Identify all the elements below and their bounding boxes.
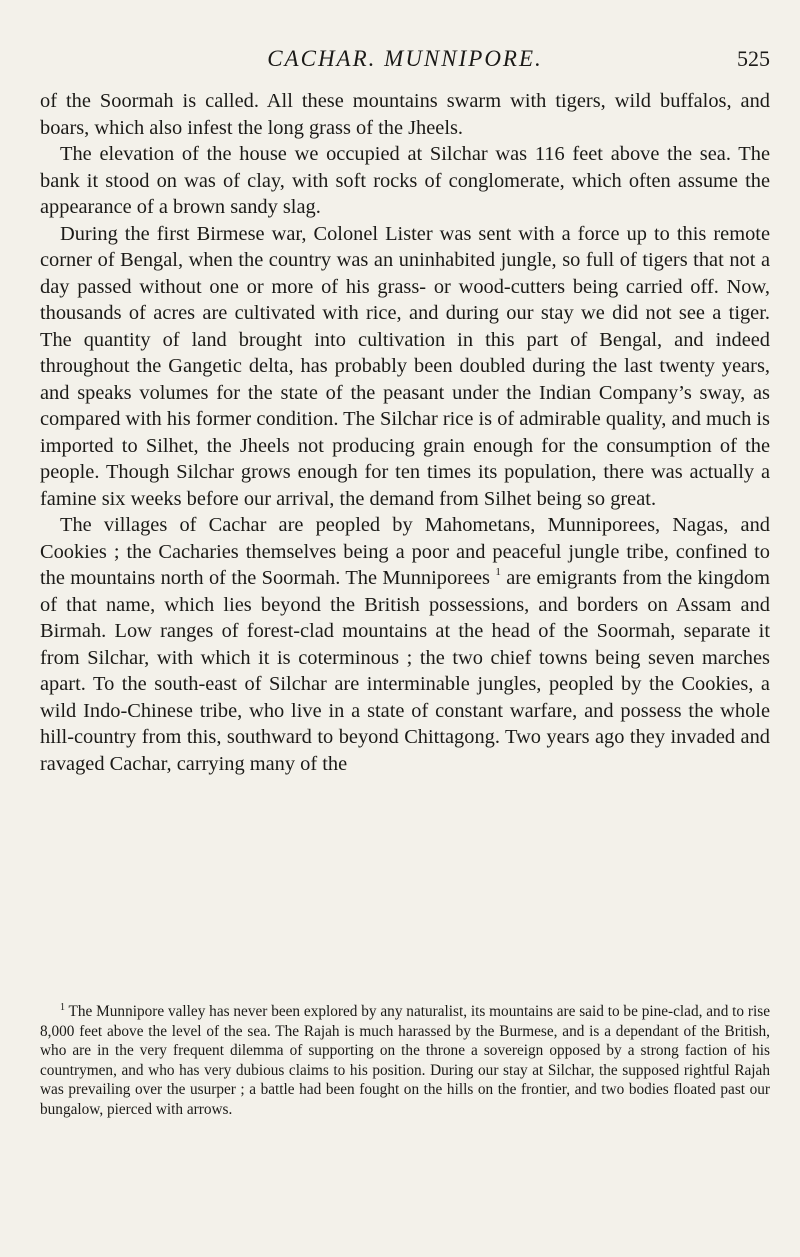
page-number: 525 [737, 46, 770, 71]
footnote-mark: 1 [60, 1002, 65, 1013]
paragraph [40, 512, 770, 777]
paragraph: The elevation of the house we occupied at Silchar was 116 feet above the sea. The bank it stood on was of clay, with soft rocks of conglomerate, which often assume the appearance of a brown sandy slag. [40, 143, 770, 218]
running-title: CACHAR. MUNNIPORE. [267, 46, 543, 71]
paragraph: During the first Birmese war, Colonel Lister was sent with a force up to this remote corner of Bengal, when the country was an uninhabited jungle, so full of tigers that not a day passed without one or more of his grass- or wood-cutters being carried off. Now, thousands of acres are cultivated with rice, and during our stay we did not see a tiger. The quantity of land brought into cultivation in this part of Bengal, and indeed throughout the Gangetic delta, has probably been doubled during the last twenty years, and speaks volumes for the state of the peasant under the Indian Company’s sway, as compared with his former condition. The Silchar rice is of admirable quality, and much is imported to Silhet, the Jheels not producing grain enough for the consumption of the people. Though Silchar grows enough for ten times its population, there was actually a famine six weeks before our arrival, the demand from Silhet being so great. [40, 222, 770, 510]
paragraph-text: are emigrants from the kingdom of that name, which lies beyond the British possessions, and borders on Assam and Birmah. Low ranges of forest-clad mountains at the head of the Soormah, separate it from Silchar, with which it is coterminous ; the two chief towns being seven marches apart. To the south-east of Silchar are interminable jungles, peopled by the Cookies, a wild Indo-Chinese tribe, who live in a state of constant warfare, and possess the whole hill-country from this, southward to beyond Chittagong. Two years ago they invaded and ravaged Cachar, carrying many of the [40, 567, 770, 775]
footnotes [40, 1002, 770, 1120]
main-text [40, 88, 770, 777]
footnote [40, 1002, 770, 1120]
footnote-text: The Munnipore valley has never been explored by any naturalist, its mountains are said to be pine-clad, and to rise 8,000 feet above the level of the sea. The Rajah is much harassed by the Burmese, and is a dependant of the British, who are in the very frequent dilemma of supporting on the throne a sovereign opposed by a strong faction of his countrymen, and who has very dubious claims to his position. During our stay at Silchar, the supposed rightful Rajah was prevailing over the usurper ; a battle had been fought on the hills on the frontier, and two bodies floated past our bungalow, pierced with arrows. [40, 1003, 770, 1118]
paragraph: of the Soormah is called. All these mountains swarm with tigers, wild buffalos, and boars, which also infest the long grass of the Jheels. [40, 90, 770, 139]
running-head [40, 46, 770, 78]
footnote-reference[interactable]: 1 [495, 566, 501, 578]
paragraph-text: The villages of Cachar are peopled by Mahometans, Munniporees, Nagas, and Cookies ; the Cacharies themselves being a poor and peaceful jungle tribe, confined to the mountains north of the Soormah. The Munniporees [40, 514, 770, 589]
